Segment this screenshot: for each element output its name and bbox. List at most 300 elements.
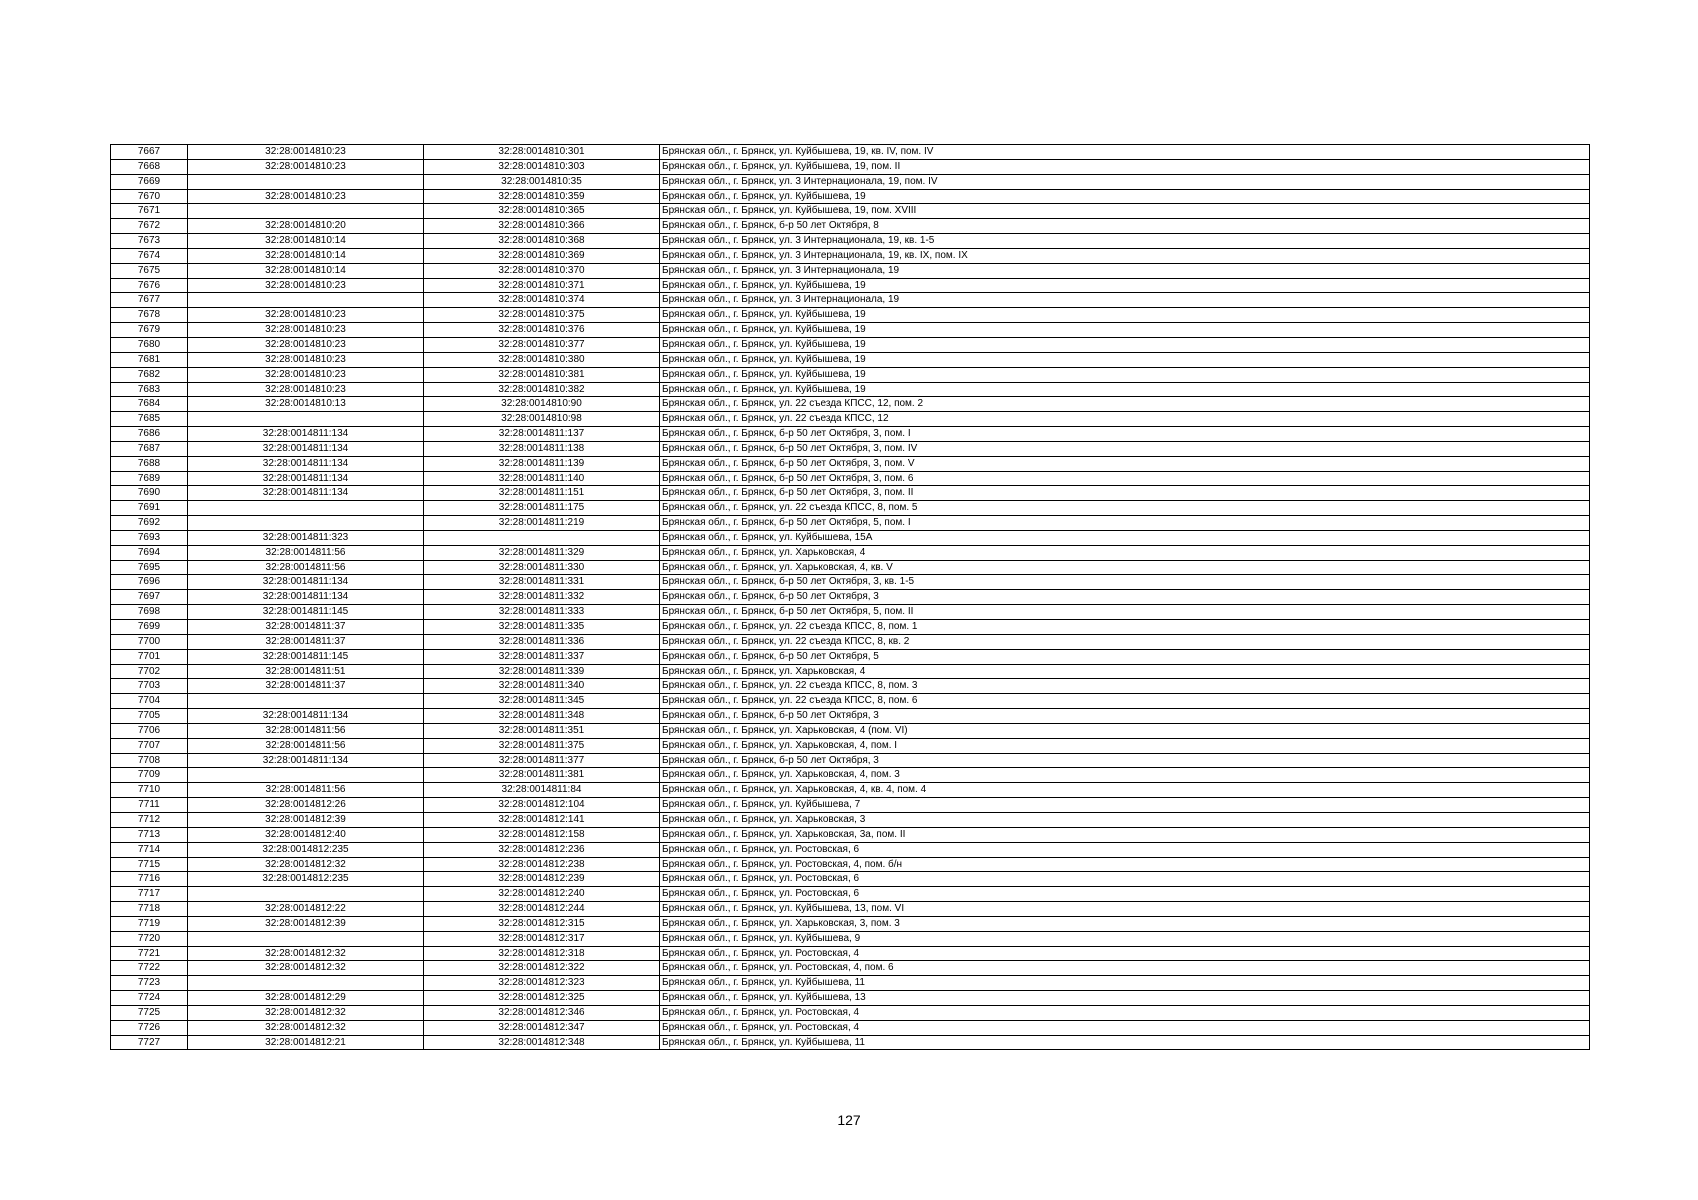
address-cell: Брянская обл., г. Брянск, б-р 50 лет Октября, 5, пом. I [660,516,1590,531]
address-cell: Брянская обл., г. Брянск, ул. Ростовская, 6 [660,842,1590,857]
row-number-cell: 7727 [111,1035,188,1050]
row-number-cell: 7703 [111,679,188,694]
table-row [111,605,1590,620]
parent-cadastral-cell: 32:28:0014811:56 [188,560,424,575]
parent-cadastral-cell: 32:28:0014810:23 [188,189,424,204]
table-row [111,946,1590,961]
row-number-cell: 7694 [111,545,188,560]
cadastral-number-cell: 32:28:0014810:301 [424,145,660,160]
table-row [111,471,1590,486]
table-row [111,560,1590,575]
cadastral-number-cell: 32:28:0014811:381 [424,768,660,783]
table-row [111,278,1590,293]
cadastral-number-cell: 32:28:0014810:371 [424,278,660,293]
table-row [111,679,1590,694]
cadastral-number-cell: 32:28:0014811:375 [424,738,660,753]
table-row [111,337,1590,352]
cadastral-number-cell: 32:28:0014811:351 [424,723,660,738]
table-row [111,931,1590,946]
address-cell: Брянская обл., г. Брянск, ул. Ростовская, 4, пом. б/н [660,857,1590,872]
row-number-cell: 7682 [111,367,188,382]
cadastral-number-cell: 32:28:0014810:303 [424,159,660,174]
cadastral-number-cell: 32:28:0014812:158 [424,827,660,842]
table-row [111,486,1590,501]
cadastral-number-cell: 32:28:0014810:377 [424,337,660,352]
address-cell: Брянская обл., г. Брянск, ул. Харьковская, 4, пом. 3 [660,768,1590,783]
row-number-cell: 7672 [111,219,188,234]
parent-cadastral-cell: 32:28:0014810:23 [188,308,424,323]
parent-cadastral-cell: 32:28:0014812:32 [188,961,424,976]
address-cell: Брянская обл., г. Брянск, ул. Куйбышева, 19 [660,337,1590,352]
table-row [111,234,1590,249]
parent-cadastral-cell: 32:28:0014810:23 [188,278,424,293]
table-row [111,263,1590,278]
row-number-cell: 7704 [111,694,188,709]
address-cell: Брянская обл., г. Брянск, ул. 22 съезда КПСС, 12 [660,412,1590,427]
address-cell: Брянская обл., г. Брянск, б-р 50 лет Октября, 3 [660,590,1590,605]
row-number-cell: 7715 [111,857,188,872]
row-number-cell: 7686 [111,427,188,442]
parent-cadastral-cell [188,516,424,531]
row-number-cell: 7722 [111,961,188,976]
row-number-cell: 7688 [111,456,188,471]
parent-cadastral-cell: 32:28:0014811:56 [188,783,424,798]
address-cell: Брянская обл., г. Брянск, ул. Куйбышева, 19 [660,367,1590,382]
parent-cadastral-cell: 32:28:0014812:235 [188,842,424,857]
parent-cadastral-cell: 32:28:0014810:23 [188,367,424,382]
address-cell: Брянская обл., г. Брянск, б-р 50 лет Октября, 3, кв. 1-5 [660,575,1590,590]
address-cell: Брянская обл., г. Брянск, ул. 3 Интернационала, 19 [660,263,1590,278]
table-row [111,620,1590,635]
cadastral-number-cell: 32:28:0014810:366 [424,219,660,234]
row-number-cell: 7677 [111,293,188,308]
address-cell: Брянская обл., г. Брянск, ул. Куйбышева, 11 [660,1035,1590,1050]
row-number-cell: 7726 [111,1020,188,1035]
row-number-cell: 7725 [111,1005,188,1020]
table-row [111,902,1590,917]
address-cell: Брянская обл., г. Брянск, ул. 22 съезда КПСС, 8, пом. 6 [660,694,1590,709]
row-number-cell: 7678 [111,308,188,323]
address-cell: Брянская обл., г. Брянск, б-р 50 лет Октября, 3, пом. V [660,456,1590,471]
parent-cadastral-cell: 32:28:0014812:235 [188,872,424,887]
row-number-cell: 7719 [111,916,188,931]
row-number-cell: 7706 [111,723,188,738]
row-number-cell: 7684 [111,397,188,412]
row-number-cell: 7699 [111,620,188,635]
cadastral-number-cell: 32:28:0014811:333 [424,605,660,620]
table-row [111,753,1590,768]
cadastral-number-cell: 32:28:0014811:377 [424,753,660,768]
address-cell: Брянская обл., г. Брянск, ул. 22 съезда КПСС, 8, кв. 2 [660,634,1590,649]
address-cell: Брянская обл., г. Брянск, ул. Куйбышева, 19, кв. IV, пом. IV [660,145,1590,160]
parent-cadastral-cell: 32:28:0014811:134 [188,427,424,442]
row-number-cell: 7708 [111,753,188,768]
cadastral-number-cell: 32:28:0014811:175 [424,501,660,516]
parent-cadastral-cell: 32:28:0014810:14 [188,263,424,278]
parent-cadastral-cell [188,768,424,783]
address-cell: Брянская обл., г. Брянск, ул. Куйбышева, 19, пом. XVIII [660,204,1590,219]
parent-cadastral-cell: 32:28:0014811:51 [188,664,424,679]
cadastral-number-cell: 32:28:0014810:368 [424,234,660,249]
cadastral-number-cell: 32:28:0014811:339 [424,664,660,679]
address-cell: Брянская обл., г. Брянск, ул. Куйбышева, 19 [660,189,1590,204]
table-row [111,427,1590,442]
cadastral-number-cell: 32:28:0014812:325 [424,991,660,1006]
row-number-cell: 7671 [111,204,188,219]
table-row [111,916,1590,931]
address-cell: Брянская обл., г. Брянск, ул. Харьковская, 4 [660,664,1590,679]
table-row [111,516,1590,531]
row-number-cell: 7673 [111,234,188,249]
row-number-cell: 7692 [111,516,188,531]
parent-cadastral-cell: 32:28:0014812:39 [188,916,424,931]
cadastral-number-cell: 32:28:0014811:331 [424,575,660,590]
cadastral-number-cell: 32:28:0014810:381 [424,367,660,382]
cadastral-number-cell: 32:28:0014810:380 [424,352,660,367]
table-row [111,308,1590,323]
address-cell: Брянская обл., г. Брянск, ул. Куйбышева, 19 [660,382,1590,397]
row-number-cell: 7705 [111,709,188,724]
table-row [111,783,1590,798]
cadastral-number-cell: 32:28:0014810:359 [424,189,660,204]
cadastral-number-cell: 32:28:0014810:374 [424,293,660,308]
cadastral-number-cell: 32:28:0014811:219 [424,516,660,531]
address-cell: Брянская обл., г. Брянск, ул. Ростовская, 6 [660,872,1590,887]
table-row [111,976,1590,991]
table-row [111,768,1590,783]
cadastral-number-cell: 32:28:0014812:315 [424,916,660,931]
address-cell: Брянская обл., г. Брянск, ул. Харьковская, 3, пом. 3 [660,916,1590,931]
cadastral-number-cell: 32:28:0014812:244 [424,902,660,917]
parent-cadastral-cell: 32:28:0014811:56 [188,738,424,753]
cadastral-number-cell: 32:28:0014810:35 [424,174,660,189]
parent-cadastral-cell: 32:28:0014812:32 [188,946,424,961]
table-row [111,649,1590,664]
table-row [111,872,1590,887]
parent-cadastral-cell: 32:28:0014810:20 [188,219,424,234]
cadastral-number-cell: 32:28:0014811:336 [424,634,660,649]
cadastral-number-cell [424,530,660,545]
cadastral-number-cell: 32:28:0014812:236 [424,842,660,857]
parent-cadastral-cell: 32:28:0014810:23 [188,159,424,174]
address-cell: Брянская обл., г. Брянск, ул. 3 Интернационала, 19, пом. IV [660,174,1590,189]
cadastral-number-cell: 32:28:0014810:98 [424,412,660,427]
address-cell: Брянская обл., г. Брянск, ул. Куйбышева, 19 [660,352,1590,367]
table-row [111,159,1590,174]
cadastral-number-cell: 32:28:0014811:139 [424,456,660,471]
parent-cadastral-cell: 32:28:0014812:32 [188,1020,424,1035]
parent-cadastral-cell: 32:28:0014811:134 [188,471,424,486]
cadastral-number-cell: 32:28:0014812:141 [424,812,660,827]
table-row [111,961,1590,976]
row-number-cell: 7667 [111,145,188,160]
address-cell: Брянская обл., г. Брянск, ул. 3 Интернационала, 19 [660,293,1590,308]
table-row [111,293,1590,308]
table-row [111,145,1590,160]
row-number-cell: 7670 [111,189,188,204]
parent-cadastral-cell: 32:28:0014811:56 [188,723,424,738]
parent-cadastral-cell: 32:28:0014811:134 [188,456,424,471]
table-row [111,634,1590,649]
table-row [111,545,1590,560]
row-number-cell: 7716 [111,872,188,887]
parent-cadastral-cell: 32:28:0014810:14 [188,248,424,263]
parent-cadastral-cell: 32:28:0014810:13 [188,397,424,412]
row-number-cell: 7669 [111,174,188,189]
address-cell: Брянская обл., г. Брянск, б-р 50 лет Октября, 3, пом. 6 [660,471,1590,486]
parent-cadastral-cell [188,694,424,709]
row-number-cell: 7707 [111,738,188,753]
cadastral-number-cell: 32:28:0014810:376 [424,323,660,338]
table-row [111,887,1590,902]
row-number-cell: 7718 [111,902,188,917]
row-number-cell: 7709 [111,768,188,783]
cadastral-number-cell: 32:28:0014812:323 [424,976,660,991]
cadastral-number-cell: 32:28:0014811:335 [424,620,660,635]
parent-cadastral-cell: 32:28:0014812:29 [188,991,424,1006]
address-cell: Брянская обл., г. Брянск, б-р 50 лет Октября, 3 [660,709,1590,724]
row-number-cell: 7690 [111,486,188,501]
cadastral-number-cell: 32:28:0014811:151 [424,486,660,501]
parent-cadastral-cell: 32:28:0014811:134 [188,486,424,501]
row-number-cell: 7711 [111,798,188,813]
parent-cadastral-cell: 32:28:0014810:23 [188,337,424,352]
row-number-cell: 7685 [111,412,188,427]
cadastral-number-cell: 32:28:0014812:322 [424,961,660,976]
row-number-cell: 7720 [111,931,188,946]
address-cell: Брянская обл., г. Брянск, ул. Ростовская, 4 [660,946,1590,961]
row-number-cell: 7675 [111,263,188,278]
parent-cadastral-cell: 32:28:0014811:37 [188,679,424,694]
row-number-cell: 7680 [111,337,188,352]
address-cell: Брянская обл., г. Брянск, ул. Харьковская, 4, кв. V [660,560,1590,575]
parent-cadastral-cell: 32:28:0014811:145 [188,649,424,664]
table-row [111,723,1590,738]
cadastral-number-cell: 32:28:0014810:375 [424,308,660,323]
parent-cadastral-cell: 32:28:0014810:23 [188,382,424,397]
row-number-cell: 7674 [111,248,188,263]
table-row [111,694,1590,709]
address-cell: Брянская обл., г. Брянск, ул. Ростовская, 4 [660,1005,1590,1020]
table-row [111,352,1590,367]
row-number-cell: 7702 [111,664,188,679]
parent-cadastral-cell: 32:28:0014811:56 [188,545,424,560]
row-number-cell: 7681 [111,352,188,367]
address-cell: Брянская обл., г. Брянск, ул. Ростовская, 4, пом. 6 [660,961,1590,976]
parent-cadastral-cell: 32:28:0014811:134 [188,753,424,768]
parent-cadastral-cell [188,293,424,308]
parent-cadastral-cell: 32:28:0014810:14 [188,234,424,249]
address-cell: Брянская обл., г. Брянск, ул. Куйбышева, 19 [660,308,1590,323]
address-cell: Брянская обл., г. Брянск, ул. Харьковская, 3 [660,812,1590,827]
address-cell: Брянская обл., г. Брянск, б-р 50 лет Октября, 3 [660,753,1590,768]
cadastral-number-cell: 32:28:0014812:104 [424,798,660,813]
address-cell: Брянская обл., г. Брянск, ул. Куйбышева, 11 [660,976,1590,991]
row-number-cell: 7689 [111,471,188,486]
parent-cadastral-cell [188,887,424,902]
cadastral-number-cell: 32:28:0014810:90 [424,397,660,412]
cadastral-number-cell: 32:28:0014812:347 [424,1020,660,1035]
table-row [111,827,1590,842]
cadastral-number-cell: 32:28:0014812:346 [424,1005,660,1020]
row-number-cell: 7687 [111,441,188,456]
parent-cadastral-cell [188,501,424,516]
table-row [111,738,1590,753]
parent-cadastral-cell: 32:28:0014812:39 [188,812,424,827]
address-cell: Брянская обл., г. Брянск, б-р 50 лет Октября, 3, пом. II [660,486,1590,501]
address-cell: Брянская обл., г. Брянск, б-р 50 лет Октября, 8 [660,219,1590,234]
row-number-cell: 7721 [111,946,188,961]
table-row [111,456,1590,471]
row-number-cell: 7713 [111,827,188,842]
table-row [111,248,1590,263]
table-row [111,709,1590,724]
address-cell: Брянская обл., г. Брянск, ул. Куйбышева, 15А [660,530,1590,545]
row-number-cell: 7697 [111,590,188,605]
row-number-cell: 7701 [111,649,188,664]
table-row [111,590,1590,605]
address-cell: Брянская обл., г. Брянск, ул. 22 съезда КПСС, 8, пом. 3 [660,679,1590,694]
address-cell: Брянская обл., г. Брянск, ул. Куйбышева, 19 [660,278,1590,293]
table-row [111,441,1590,456]
address-cell: Брянская обл., г. Брянск, ул. Куйбышева, 7 [660,798,1590,813]
parent-cadastral-cell [188,931,424,946]
table-row [111,842,1590,857]
address-cell: Брянская обл., г. Брянск, ул. Харьковская, 4 [660,545,1590,560]
address-cell: Брянская обл., г. Брянск, б-р 50 лет Октября, 3, пом. IV [660,441,1590,456]
cadastral-number-cell: 32:28:0014811:332 [424,590,660,605]
row-number-cell: 7724 [111,991,188,1006]
parent-cadastral-cell: 32:28:0014811:134 [188,590,424,605]
parent-cadastral-cell: 32:28:0014812:40 [188,827,424,842]
address-cell: Брянская обл., г. Брянск, ул. Харьковская, 3а, пом. II [660,827,1590,842]
parent-cadastral-cell: 32:28:0014811:134 [188,709,424,724]
parent-cadastral-cell: 32:28:0014812:22 [188,902,424,917]
cadastral-number-cell: 32:28:0014812:317 [424,931,660,946]
address-cell: Брянская обл., г. Брянск, ул. Ростовская, 4 [660,1020,1590,1035]
address-cell: Брянская обл., г. Брянск, ул. Куйбышева, 13, пом. VI [660,902,1590,917]
cadastral-number-cell: 32:28:0014812:238 [424,857,660,872]
cadastral-number-cell: 32:28:0014811:329 [424,545,660,560]
cadastral-number-cell: 32:28:0014810:382 [424,382,660,397]
row-number-cell: 7683 [111,382,188,397]
table-row [111,575,1590,590]
table-row [111,812,1590,827]
row-number-cell: 7668 [111,159,188,174]
cadastral-number-cell: 32:28:0014812:240 [424,887,660,902]
table-row [111,219,1590,234]
parent-cadastral-cell: 32:28:0014811:37 [188,634,424,649]
table-row [111,204,1590,219]
cadastral-number-cell: 32:28:0014812:318 [424,946,660,961]
address-cell: Брянская обл., г. Брянск, ул. 3 Интернационала, 19, кв. IX, пом. IX [660,248,1590,263]
row-number-cell: 7679 [111,323,188,338]
row-number-cell: 7691 [111,501,188,516]
cadastral-number-cell: 32:28:0014811:137 [424,427,660,442]
table-row [111,382,1590,397]
parent-cadastral-cell: 32:28:0014812:32 [188,857,424,872]
cadastral-number-cell: 32:28:0014812:348 [424,1035,660,1050]
row-number-cell: 7700 [111,634,188,649]
table-row [111,664,1590,679]
page-number: 127 [837,1112,861,1128]
parent-cadastral-cell: 32:28:0014812:21 [188,1035,424,1050]
parent-cadastral-cell: 32:28:0014810:23 [188,323,424,338]
cadastral-number-cell: 32:28:0014810:365 [424,204,660,219]
parent-cadastral-cell [188,976,424,991]
parent-cadastral-cell [188,204,424,219]
cadastral-number-cell: 32:28:0014810:370 [424,263,660,278]
address-cell: Брянская обл., г. Брянск, ул. 22 съезда КПСС, 8, пом. 1 [660,620,1590,635]
cadastral-number-cell: 32:28:0014812:239 [424,872,660,887]
address-cell: Брянская обл., г. Брянск, б-р 50 лет Октября, 5 [660,649,1590,664]
table-row [111,397,1590,412]
row-number-cell: 7717 [111,887,188,902]
parent-cadastral-cell: 32:28:0014811:37 [188,620,424,635]
table-row [111,1035,1590,1050]
address-cell: Брянская обл., г. Брянск, ул. Ростовская, 6 [660,887,1590,902]
parent-cadastral-cell [188,174,424,189]
cadastral-number-cell: 32:28:0014811:84 [424,783,660,798]
parent-cadastral-cell: 32:28:0014811:323 [188,530,424,545]
address-cell: Брянская обл., г. Брянск, ул. 3 Интернационала, 19, кв. 1-5 [660,234,1590,249]
address-cell: Брянская обл., г. Брянск, ул. Куйбышева, 19 [660,323,1590,338]
row-number-cell: 7698 [111,605,188,620]
table-row [111,367,1590,382]
address-cell: Брянская обл., г. Брянск, ул. 22 съезда КПСС, 8, пом. 5 [660,501,1590,516]
address-cell: Брянская обл., г. Брянск, ул. 22 съезда КПСС, 12, пом. 2 [660,397,1590,412]
cadastral-number-cell: 32:28:0014811:345 [424,694,660,709]
parent-cadastral-cell: 32:28:0014810:23 [188,145,424,160]
row-number-cell: 7712 [111,812,188,827]
row-number-cell: 7695 [111,560,188,575]
table-row [111,1005,1590,1020]
table-row [111,189,1590,204]
table-row [111,991,1590,1006]
row-number-cell: 7696 [111,575,188,590]
address-cell: Брянская обл., г. Брянск, ул. Харьковская, 4 (пом. VI) [660,723,1590,738]
table-row [111,501,1590,516]
table-row [111,530,1590,545]
cadastral-table [110,144,1590,1050]
cadastral-number-cell: 32:28:0014811:140 [424,471,660,486]
table-row [111,174,1590,189]
table-row [111,1020,1590,1035]
cadastral-number-cell: 32:28:0014811:337 [424,649,660,664]
row-number-cell: 7710 [111,783,188,798]
address-cell: Брянская обл., г. Брянск, ул. Харьковская, 4, кв. 4, пом. 4 [660,783,1590,798]
parent-cadastral-cell: 32:28:0014812:26 [188,798,424,813]
table-row [111,857,1590,872]
parent-cadastral-cell: 32:28:0014810:23 [188,352,424,367]
row-number-cell: 7723 [111,976,188,991]
cadastral-number-cell: 32:28:0014811:348 [424,709,660,724]
row-number-cell: 7693 [111,530,188,545]
parent-cadastral-cell: 32:28:0014811:134 [188,441,424,456]
table-row [111,412,1590,427]
table-row [111,798,1590,813]
address-cell: Брянская обл., г. Брянск, ул. Куйбышева, 9 [660,931,1590,946]
cadastral-number-cell: 32:28:0014811:138 [424,441,660,456]
address-cell: Брянская обл., г. Брянск, ул. Харьковская, 4, пом. I [660,738,1590,753]
table-body [111,145,1590,1050]
address-cell: Брянская обл., г. Брянск, б-р 50 лет Октября, 5, пом. II [660,605,1590,620]
parent-cadastral-cell: 32:28:0014811:134 [188,575,424,590]
cadastral-number-cell: 32:28:0014810:369 [424,248,660,263]
parent-cadastral-cell [188,412,424,427]
parent-cadastral-cell: 32:28:0014811:145 [188,605,424,620]
parent-cadastral-cell: 32:28:0014812:32 [188,1005,424,1020]
